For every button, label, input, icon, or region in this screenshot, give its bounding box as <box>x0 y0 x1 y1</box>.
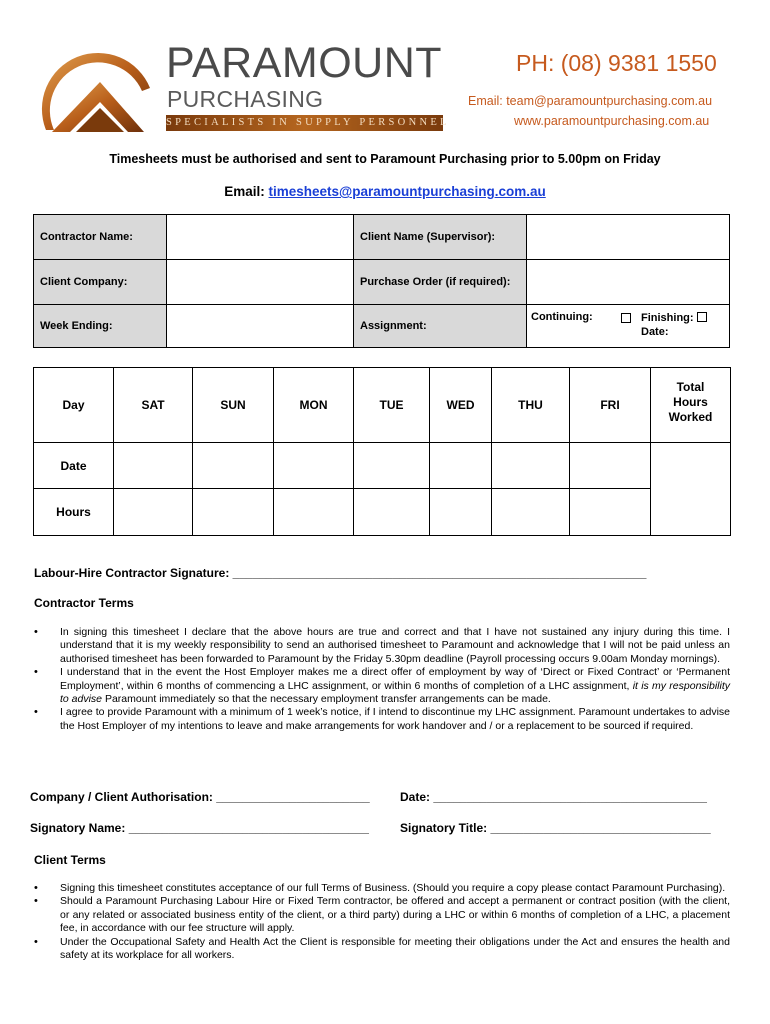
brand-tagline: SPECIALISTS IN SUPPLY PERSONNEL <box>166 115 443 131</box>
day-header-wed: WED <box>429 367 492 443</box>
authorisation-date-line[interactable]: Date: _________________________________________ <box>400 790 707 804</box>
day-header-sat: SAT <box>113 367 193 443</box>
contractor-name-label: Contractor Name: <box>33 214 167 260</box>
contractor-term: • I agree to provide Paramount with a minimum of 1 week’s notice, if I intend to discontinue my LHC assignment. Paramount undertakes to advise the Host Employer of my intentions to leave and make arrangements for work handover and / or a replacement to be sourced if required. <box>34 706 730 733</box>
client-term: • Should a Paramount Purchasing Labour Hire or Fixed Term contractor, be offered and accept a permanent or contract position (with the client, or any related or associated business entity of the client, or a third party) during a LHC or within 6 months of completion of a LHC, a placement fee, in accordance with our fee structure will apply. <box>34 895 730 935</box>
contractor-terms-list <box>34 626 730 733</box>
brand-subtitle: PURCHASING <box>167 86 324 112</box>
hours-cell-sat[interactable] <box>113 488 193 536</box>
row-label-date: Date <box>33 442 114 489</box>
day-header-thu: THU <box>491 367 570 443</box>
client-name-label: Client Name (Supervisor): <box>353 214 527 260</box>
purchase-order-label: Purchase Order (if required): <box>353 259 527 305</box>
finishing-date-label: Date: <box>641 326 669 338</box>
paramount-logo <box>40 38 155 138</box>
continuing-option[interactable]: Continuing: <box>531 311 593 323</box>
header-email[interactable]: Email: team@paramountpurchasing.com.au <box>468 94 713 108</box>
day-header-mon: MON <box>273 367 354 443</box>
week-ending-label: Week Ending: <box>33 304 167 348</box>
day-header-sun: SUN <box>192 367 274 443</box>
hours-cell-fri[interactable] <box>569 488 651 536</box>
week-ending-field[interactable] <box>166 304 354 348</box>
day-header-tue: TUE <box>353 367 430 443</box>
assignment-options <box>526 304 730 348</box>
date-cell-thu[interactable] <box>491 442 570 489</box>
purchase-order-field[interactable] <box>526 259 730 305</box>
signatory-title-line[interactable]: Signatory Title: _________________________________ <box>400 821 711 835</box>
total-hours-cell[interactable] <box>650 442 731 536</box>
total-hours-header: Total Hours Worked <box>650 367 731 443</box>
date-cell-sat[interactable] <box>113 442 193 489</box>
client-terms-heading: Client Terms <box>34 853 106 867</box>
company-authorisation-line[interactable]: Company / Client Authorisation: _______________________ <box>30 790 370 804</box>
client-company-label: Client Company: <box>33 259 167 305</box>
timesheet-email-link[interactable]: timesheets@paramountpurchasing.com.au <box>268 184 546 199</box>
finishing-option[interactable]: Finishing: Date: <box>641 311 707 339</box>
date-cell-mon[interactable] <box>273 442 354 489</box>
assignment-label: Assignment: <box>353 304 527 348</box>
hours-cell-thu[interactable] <box>491 488 570 536</box>
date-cell-wed[interactable] <box>429 442 492 489</box>
email-label: Email: <box>224 184 269 199</box>
row-label-hours: Hours <box>33 488 114 536</box>
row-label-day: Day <box>33 367 114 443</box>
client-company-field[interactable] <box>166 259 354 305</box>
hours-cell-tue[interactable] <box>353 488 430 536</box>
timesheet-email-line <box>0 184 770 199</box>
day-header-fri: FRI <box>569 367 651 443</box>
finishing-checkbox[interactable] <box>697 312 707 322</box>
hours-cell-sun[interactable] <box>192 488 274 536</box>
contractor-term: • In signing this timesheet I declare that the above hours are true and correct and that I have not sustained any injury during this time. I understand that it is my weekly responsibility to send an authorised timesheet to Paramount and acknowledge that I will not be paid unless an authorised timesheet has been forwarded to Paramount by the Friday 5.30pm deadline (Payroll processing occurs 9.00am Monday mornings). <box>34 626 730 666</box>
brand-name: PARAMOUNT <box>166 39 443 87</box>
client-term: • Signing this timesheet constitutes acceptance of our full Terms of Business. (Should you require a copy please contact Paramount Purchasing). <box>34 882 730 895</box>
client-name-field[interactable] <box>526 214 730 260</box>
submission-notice: Timesheets must be authorised and sent to Paramount Purchasing prior to 5.00pm on Friday <box>109 152 661 166</box>
hours-cell-mon[interactable] <box>273 488 354 536</box>
contractor-signature-line[interactable]: Labour-Hire Contractor Signature: ______________________________________________________________ <box>34 566 647 580</box>
date-cell-sun[interactable] <box>192 442 274 489</box>
date-cell-fri[interactable] <box>569 442 651 489</box>
hours-cell-wed[interactable] <box>429 488 492 536</box>
client-term: • Under the Occupational Safety and Health Act the Client is responsible for meeting their obligations under the Act and ensures the health and safety at its workplace for all workers. <box>34 936 730 963</box>
contractor-terms-heading: Contractor Terms <box>34 596 134 610</box>
continuing-checkbox[interactable] <box>621 313 631 323</box>
header-website[interactable]: www.paramountpurchasing.com.au <box>514 114 710 128</box>
contractor-term: • I understand that in the event the Host Employer makes me a direct offer of employment by way of ‘Direct or Fixed Contract’ or ‘Permanent Employment’, within 6 months of commencing a LHC assignment, or within 6 months of completion of a LHC assignment, it is my responsibility to advise Paramount immediately so that the necessary employment transfer arrangements can be made. <box>34 666 730 706</box>
contractor-name-field[interactable] <box>166 214 354 260</box>
signatory-name-line[interactable]: Signatory Name: ____________________________________ <box>30 821 369 835</box>
date-cell-tue[interactable] <box>353 442 430 489</box>
client-terms-list <box>34 882 730 962</box>
phone-number: PH: (08) 9381 1550 <box>516 50 717 76</box>
